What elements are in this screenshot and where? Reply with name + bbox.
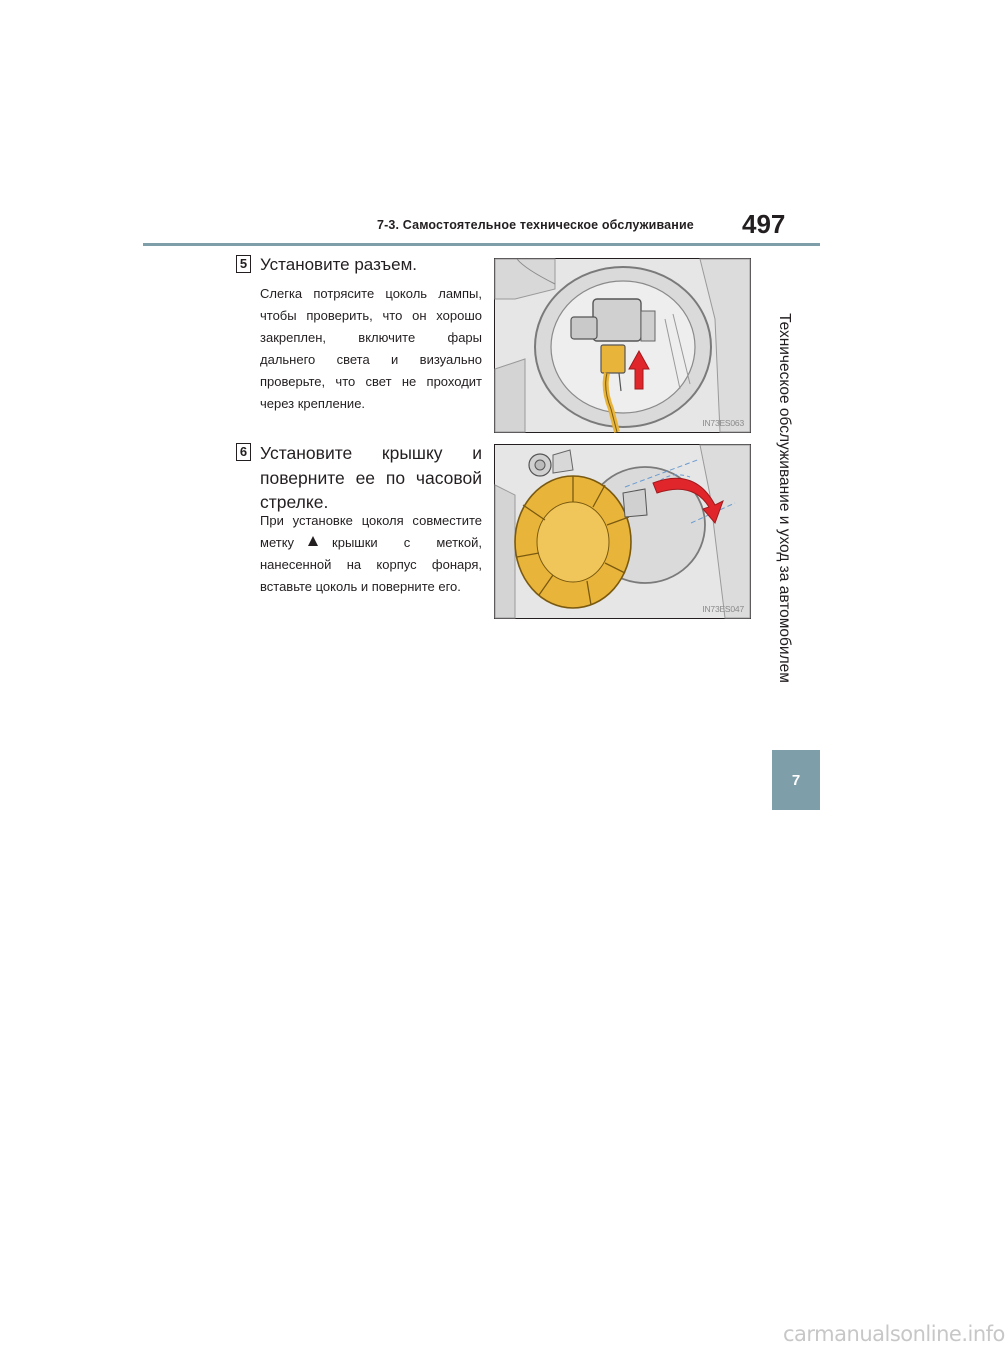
- step-description: [260, 510, 482, 598]
- chapter-tab: [772, 750, 820, 810]
- chapter-number: 7: [791, 771, 801, 789]
- step-number-badge: 5: [236, 255, 251, 273]
- header-divider: [143, 243, 820, 246]
- chapter-title: Техническое обслуживание и уход за автомобилем: [776, 313, 793, 683]
- step-description-part: При установке цоколя совместите метку: [260, 513, 482, 550]
- section-header: 7-3. Самостоятельное техническое обслуживание: [377, 218, 694, 232]
- step-description-part: крышки с меткой, нанесенной на корпус фонаря, вставьте цоколь и поверните его.: [260, 535, 482, 594]
- step-title: Установите крышку и поверните ее по часовой стрелке.: [260, 443, 482, 512]
- step-description: Слегка потрясите цоколь лампы, чтобы проверить, что он хорошо закреплен, включите фары дальнего света и визуально проверьте, что свет не проходит через крепление.: [260, 286, 482, 411]
- step-title: Установите разъем.: [260, 255, 417, 274]
- headlamp-cover-drawing: [495, 445, 750, 618]
- step-number-badge: 6: [236, 443, 251, 461]
- headlamp-connector-drawing: [495, 259, 750, 432]
- figure-code: IN73ES047: [702, 604, 744, 614]
- cover-install-illustration: [494, 444, 751, 619]
- triangle-mark-icon: [308, 536, 318, 546]
- page-number: 497: [742, 209, 786, 239]
- watermark: carmanualsonline.info: [783, 1322, 1005, 1346]
- connector-install-illustration: [494, 258, 751, 433]
- figure-code: IN73ES063: [702, 418, 744, 428]
